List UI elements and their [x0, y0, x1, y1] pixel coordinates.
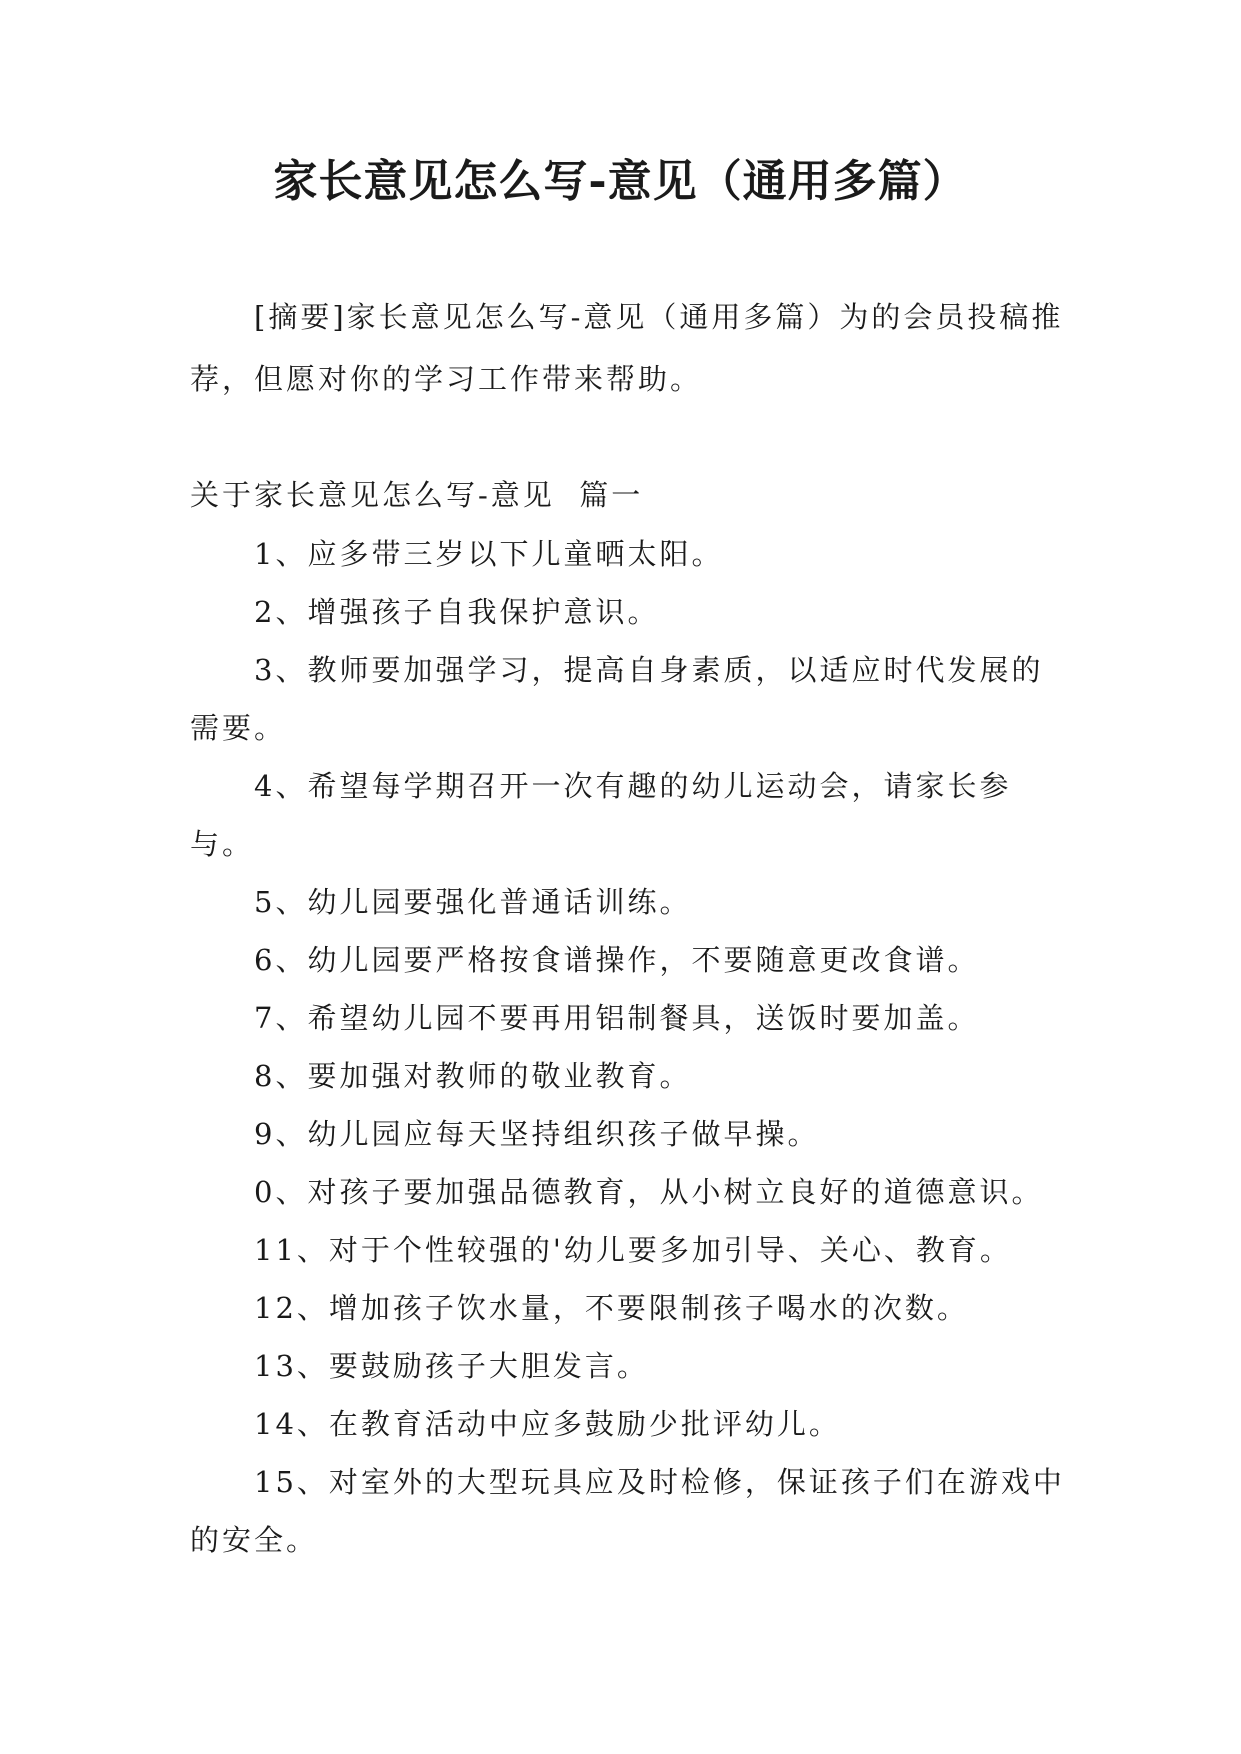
- list-item: 2、增强孩子自我保护意识。: [254, 595, 660, 629]
- list-item: 8、要加强对教师的敬业教育。: [254, 1059, 692, 1093]
- list-item: 11、对于个性较强的'幼儿要多加引导、关心、教育。: [254, 1233, 1012, 1267]
- list-item: 6、幼儿园要严格按食谱操作，不要随意更改食谱。: [254, 943, 980, 977]
- abstract-paragraph: [摘要]家长意见怎么写-意见（通用多篇）为的会员投稿推荐，但愿对你的学习工作带来帮助。: [190, 300, 1064, 396]
- list-item: 5、幼儿园要强化普通话训练。: [254, 885, 692, 919]
- section-one: [190, 465, 1070, 1569]
- list-item: 9、幼儿园应每天坚持组织孩子做早操。: [254, 1117, 820, 1151]
- section-heading: 关于家长意见怎么写-意见 篇一: [190, 478, 644, 512]
- list-item: 0、对孩子要加强品德教育，从小树立良好的道德意识。: [254, 1175, 1044, 1209]
- list-item: 13、要鼓励孩子大胆发言。: [254, 1349, 649, 1383]
- list-item: 1、应多带三岁以下儿童晒太阳。: [254, 537, 724, 571]
- document-title: 家长意见怎么写-意见（通用多篇）: [273, 156, 968, 207]
- list-item: 4、希望每学期召开一次有趣的幼儿运动会，请家长参与。: [190, 769, 1012, 861]
- list-item: 14、在教育活动中应多鼓励少批评幼儿。: [254, 1407, 841, 1441]
- list-item: 3、教师要加强学习，提高自身素质，以适应时代发展的需要。: [190, 653, 1044, 745]
- list-item: 15、对室外的大型玩具应及时检修，保证孩子们在游戏中的安全。: [190, 1465, 1065, 1557]
- list-item: 7、希望幼儿园不要再用铝制餐具，送饭时要加盖。: [254, 1001, 980, 1035]
- list-item: 12、增加孩子饮水量，不要限制孩子喝水的次数。: [254, 1291, 969, 1325]
